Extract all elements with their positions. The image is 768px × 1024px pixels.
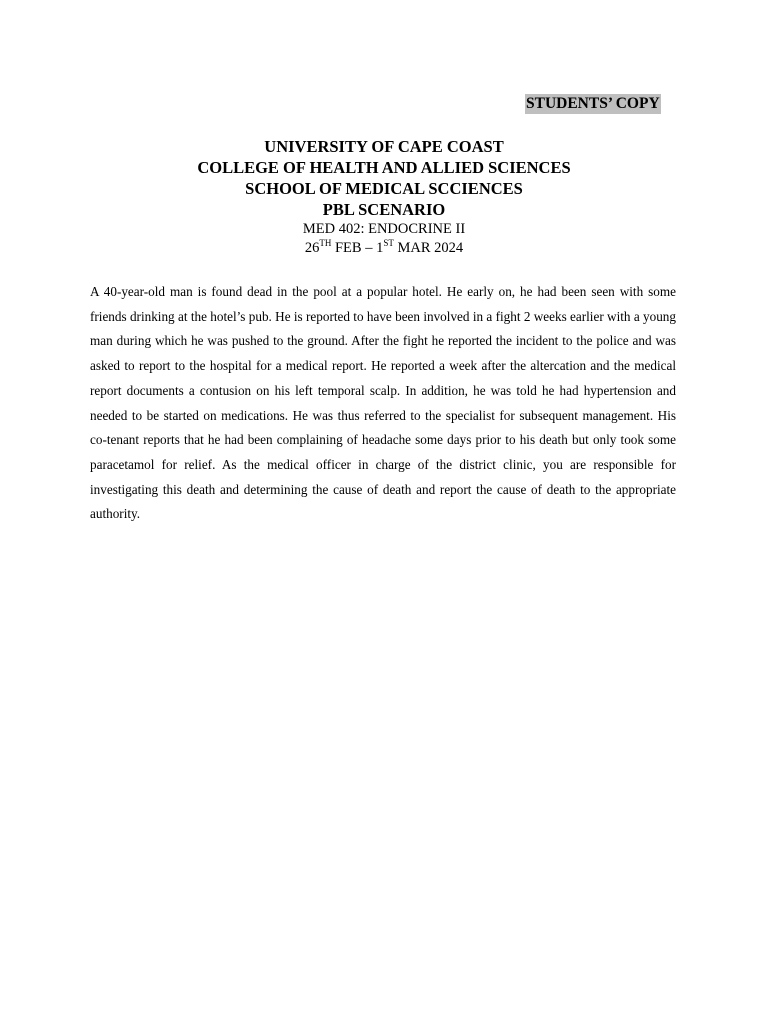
university-name: UNIVERSITY OF CAPE COAST [264,137,504,156]
school-name: SCHOOL OF MEDICAL SCCIENCES [245,179,523,198]
date-start-suffix: TH [319,238,332,248]
date-end-month-year: MAR 2024 [393,240,464,256]
scenario-paragraph: A 40-year-old man is found dead in the pool at a popular hotel. He early on, he had been seen with some friends drinking at the hotel’s pub. He is reported to have been involved in a fight 2 weeks earlier with a young man during which he was pushed to the ground. After the fight he reported the incident to the police and was asked to report to the hospital for a medical report. He reported a week after the altercation and the medical report documents a contusion on his left temporal scalp. In addition, he was told he had hypertension and needed to be started on medications. He was thus referred to the specialist for subsequent management. His co-tenant reports that he had been complaining of headache some days prior to his death but only took some paracetamol for relief. As the medical officer in charge of the district clinic, you are responsible for investigating this death and determining the cause of death and report the cause of death to the appropriate authority. [90,284,676,522]
date-start-month: FEB – 1 [331,240,384,256]
date-range [84,239,684,258]
course-code: MED 402: ENDOCRINE II [302,221,466,237]
date-end-suffix: ST [383,238,394,248]
scenario-title: PBL SCENARIO [322,200,446,219]
document-header [84,136,684,258]
college-name: COLLEGE OF HEALTH AND ALLIED SCIENCES [197,158,571,177]
students-copy-label: STUDENTS’ COPY [526,95,660,112]
date-start-day: 26 [304,240,320,256]
